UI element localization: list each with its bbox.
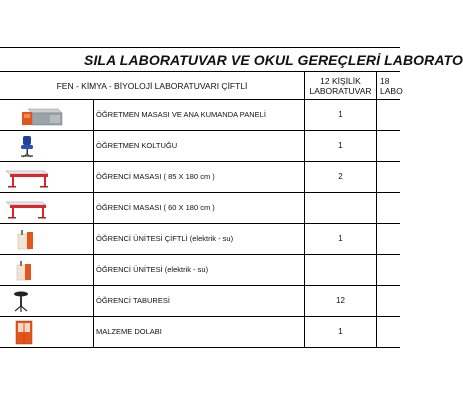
header-col1-line1: 12 KİŞİLİK (320, 76, 361, 86)
row-qty: 12 (336, 296, 345, 305)
cabinet-icon (0, 317, 93, 347)
row-qty: 1 (338, 141, 343, 150)
grid-line (0, 161, 400, 162)
grid-line (0, 347, 400, 348)
table-row (0, 100, 400, 130)
grid-line (0, 99, 400, 100)
student-unit-icon (0, 255, 93, 285)
grid-line (304, 72, 305, 348)
grid-line (0, 254, 400, 255)
header-main-label: FEN - KİMYA - BİYOLOJİ LABORATUVARI ÇİFTLİ (56, 81, 248, 91)
header-col-12-person (305, 73, 376, 99)
header-col-18-person (377, 73, 417, 99)
row-name: ÖĞRETMEN MASASI VE ANA KUMANDA PANELİ (96, 110, 266, 119)
row-qty: 2 (338, 172, 343, 181)
row-qty (305, 193, 376, 223)
row-name: MALZEME DOLABI (96, 327, 162, 336)
stool-icon (0, 286, 93, 316)
table-row (0, 317, 400, 347)
table-row (0, 286, 400, 316)
table-row (0, 162, 400, 192)
student-table-icon (0, 193, 93, 223)
table-row (0, 193, 400, 223)
title-bar (0, 47, 463, 72)
row-qty: 1 (338, 110, 343, 119)
sheet-title: SILA LABORATUVAR VE OKUL GEREÇLERİ LABORATO (84, 52, 463, 68)
row-name: ÖĞRENCİ TABURESİ (96, 296, 170, 305)
row-qty (305, 255, 376, 285)
table-row (0, 131, 400, 161)
grid-line (0, 130, 400, 131)
grid-line (0, 285, 400, 286)
header-col2-line1: 18 (380, 76, 390, 86)
teacher-desk-icon (0, 100, 93, 130)
grid-line (93, 99, 94, 348)
office-chair-icon (0, 131, 93, 161)
row-qty: 1 (338, 327, 343, 336)
header-col2-line2: LABO (380, 86, 403, 96)
table-row (0, 255, 400, 285)
row-name: ÖĞRENCİ MASASI ( 60 X 180 cm ) (96, 203, 215, 212)
grid-line (0, 316, 400, 317)
student-unit-icon (0, 224, 93, 254)
row-name: ÖĞRENCİ ÜNİTESİ (elektrik - su) (96, 265, 209, 274)
row-name: ÖĞRENCİ MASASI ( 85 X 180 cm ) (96, 172, 215, 181)
row-name: ÖĞRETMEN KOLTUĞU (96, 141, 178, 150)
row-qty: 1 (338, 234, 343, 243)
grid-line (0, 192, 400, 193)
student-table-icon (0, 162, 93, 192)
row-name: ÖĞRENCİ ÜNİTESİ ÇİFTLİ (elektrik - su) (96, 234, 234, 243)
grid-line (0, 223, 400, 224)
table-row (0, 224, 400, 254)
header-col1-line2: LABORATUVAR (309, 86, 372, 96)
grid-line (376, 72, 377, 348)
